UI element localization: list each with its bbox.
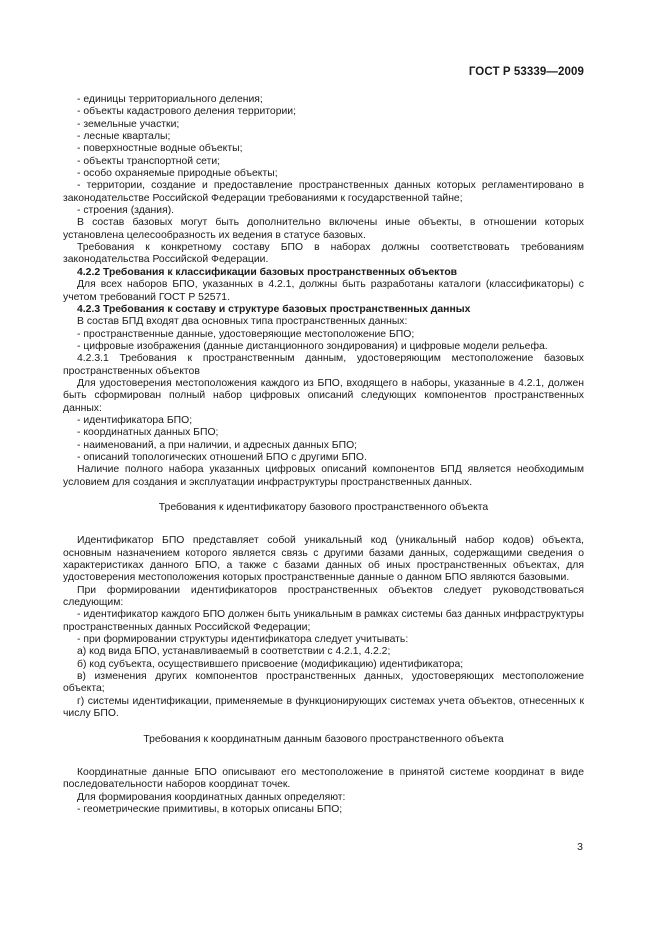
list-item: - земельные участки;	[77, 118, 180, 130]
list-item: - объекты кадастрового деления территории;	[77, 106, 296, 118]
list-item: - цифровые изображения (данные дистанционного зондирования) и цифровые модели рельефа.	[77, 340, 548, 352]
list-item: - поверхностные водные объекты;	[77, 143, 243, 155]
paragraph: В состав базовых могут быть дополнительно включены иные объекты, в отношении которых установлена целесообразность их ведения в статусе базовых.	[63, 217, 584, 241]
subsection-heading: 4.2.3.1 Требования к пространственным данным, удостоверяющим местоположение базовых пространственных объектов	[63, 353, 584, 377]
subheading-coordinates: Требования к координатным данным базового пространственного объекта	[143, 733, 504, 745]
list-item: - координатных данных БПО;	[77, 427, 219, 439]
list-item: - территории, создание и предоставление пространственных данных которых регламентировано в законодательстве Российской Федерации требованиями к государственной тайне;	[63, 180, 584, 204]
paragraph: Идентификатор БПО представляет собой уникальный код (уникальный набор кодов) объекта, основным назначением которого является связь с другими базами данных, содержащими сведения о характеристиках данного БПО, а также с базами данных об иных пространственных объектах, для удостоверения местоположения которых пространственные данные о данном БПО являются базовыми.	[63, 535, 584, 584]
subheading-identifier: Требования к идентификатору базового пространственного объекта	[158, 502, 489, 513]
list-item: - особо охраняемые природные объекты;	[77, 168, 278, 180]
list-item: - при формировании структуры идентификатора следует учитывать:	[77, 634, 409, 646]
list-item: - идентификатора БПО;	[77, 414, 193, 426]
body-text	[63, 94, 584, 816]
paragraph: Для всех наборов БПО, указанных в 4.2.1, должны быть разработаны каталоги (классификаторы) с учетом требований ГОСТ Р 52571.	[63, 279, 584, 303]
list-item: - строения (здания).	[77, 205, 175, 217]
document-id: ГОСТ Р 53339—2009	[468, 66, 584, 78]
list-item: - наименований, а при наличии, и адресных данных БПО;	[77, 439, 358, 451]
list-item: - описаний топологических отношений БПО с другими БПО.	[77, 451, 367, 463]
list-item: - геометрические примитивы, в которых описаны БПО;	[77, 803, 343, 815]
list-item: - пространственные данные, удостоверяющие местоположение БПО;	[77, 328, 415, 340]
list-item: г) системы идентификации, применяемые в функционирующих системах учета объектов, отнесенных к числу БПО.	[63, 695, 584, 720]
paragraph: Наличие полного набора указанных цифровых описаний компонентов БПД является необходимым условием для создания и эксплуатации инфраструктуры пространственных данных.	[63, 464, 584, 488]
list-item: - идентификатор каждого БПО должен быть уникальным в рамках системы баз данных инфраструктуры пространственных данных Российской Федерации;	[63, 609, 584, 633]
list-item: - единицы территориального деления;	[77, 94, 263, 105]
paragraph: Координатные данные БПО описывают его местоположение в принятой системе координат в виде последовательности наборов координат точек.	[63, 766, 584, 791]
section-heading: 4.2.3 Требования к составу и структуре базовых пространственных данных	[77, 303, 471, 315]
paragraph: В состав БПД входят два основных типа пространственных данных:	[77, 316, 408, 328]
paragraph: Для удостоверения местоположения каждого из БПО, входящего в наборы, указанные в 4.2.1, должен быть сформирован полный набор цифровых описаний следующих компонентов пространственных данных:	[63, 377, 584, 414]
list-item: б) код субъекта, осуществившего присвоение (модификацию) идентификатора;	[77, 658, 464, 670]
paragraph: При формировании идентификаторов пространственных объектов следует руководствоваться следующим:	[63, 584, 584, 609]
paragraph: Для формирования координатных данных определяют:	[77, 791, 346, 803]
list-item: - объекты транспортной сети;	[77, 155, 221, 167]
list-item: - лесные кварталы;	[77, 131, 171, 143]
section-heading: 4.2.2 Требования к классификации базовых пространственных объектов	[77, 266, 458, 278]
list-item: в) изменения других компонентов пространственных данных, удостоверяющих местоположение объекта;	[63, 671, 584, 695]
list-item: а) код вида БПО, устанавливаемый в соответствии с 4.2.1, 4.2.2;	[77, 646, 391, 658]
paragraph: Требования к конкретному составу БПО в наборах должны соответствовать требованиям законодательства Российской Федерации.	[63, 242, 584, 266]
page-number: 3	[577, 841, 583, 853]
